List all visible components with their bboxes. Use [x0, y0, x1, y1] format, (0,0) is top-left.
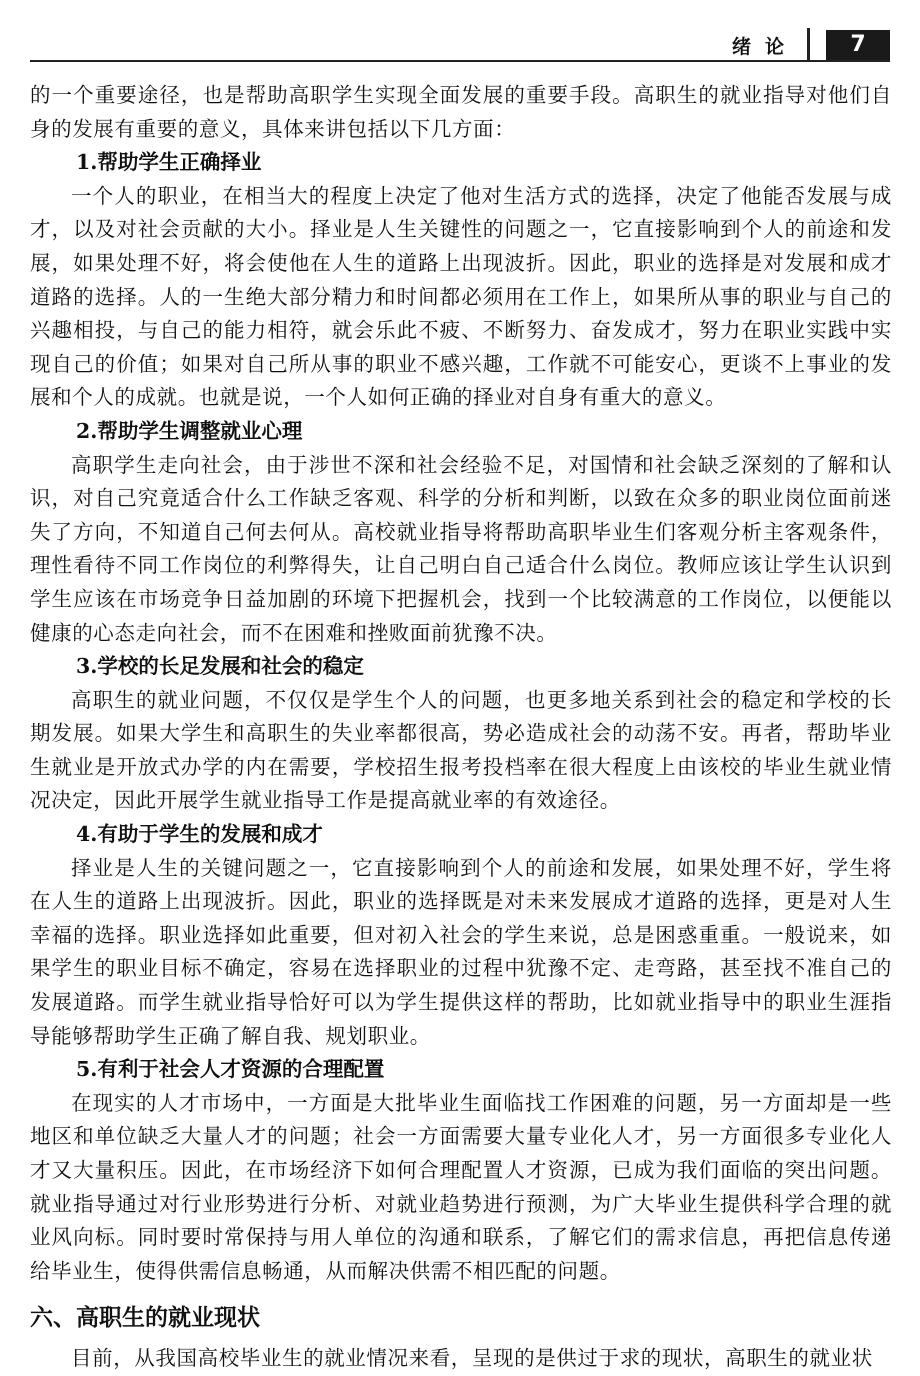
page-number: 7 [826, 30, 890, 60]
paragraph-4: 择业是人生的关键问题之一，它直接影响到个人的前途和发展，如果处理不好，学生将在人生的道路上出现波折。因此，职业的选择既是对未来发展成才道路的选择，更是对人生幸福的选择。职业选择如此重要，但对初入社会的学生来说，总是困惑重重。一般说来，如果学生的职业目标不确定，容易在选择职业的过程中犹豫不定、走弯路，甚至找不准自己的发展道路。而学生就业指导恰好可以为学生提供这样的帮助，比如就业指导中的职业生涯指导能够帮助学生正确了解自我、规划职业。 [30, 855, 892, 1048]
subheading-1: 1.帮助学生正确择业 [76, 150, 262, 175]
section-title: 六、高职生的就业现状 [30, 1305, 260, 1332]
intro-paragraph: 的一个重要途径，也是帮助高职学生实现全面发展的重要手段。高职生的就业指导对他们自身的发展有重要的意义，具体来讲包括以下几方面： [30, 83, 892, 141]
paragraph-2: 高职学生走向社会，由于涉世不深和社会经验不足，对国情和社会缺乏深刻的了解和认识，对自己究竟适合什么工作缺乏客观、科学的分析和判断，以致在众多的职业岗位面前迷失了方向，不知道自己何去何从。高校就业指导将帮助高职毕业生们客观分析主客观条件，理性看待不同工作岗位的利弊得失，让自己明白自己适合什么岗位。教师应该让学生认识到学生应该在市场竞争日益加剧的环境下把握机会，找到一个比较满意的工作岗位，以便能以健康的心态走向社会，而不在困难和挫败面前犹豫不决。 [30, 452, 892, 645]
chapter-title: 绪论 [731, 36, 798, 58]
paragraph-5: 在现实的人才市场中，一方面是大批毕业生面临找工作困难的问题，另一方面却是一些地区和单位缺乏大量人才的问题；社会一方面需要大量专业化人才，另一方面很多专业化人才又大量积压。因此，在市场经济下如何合理配置人才资源，已成为我们面临的突出问题。就业指导通过对行业形势进行分析、对就业趋势进行预测，为广大毕业生提供科学合理的就业风向标。同时要时常保持与用人单位的沟通和联系，了解它们的需求信息，再把信息传递给毕业生，使得供需信息畅通，从而解决供需不相匹配的问题。 [30, 1090, 892, 1283]
subheading-3: 3.学校的长足发展和社会的稳定 [76, 654, 364, 679]
running-header [30, 26, 890, 62]
subheading-5: 5.有利于社会人才资源的合理配置 [76, 1057, 385, 1082]
subheading-2: 2.帮助学生调整就业心理 [76, 418, 303, 443]
header-divider [807, 28, 810, 60]
page-body [30, 79, 892, 1376]
subheading-4: 4.有助于学生的发展和成才 [76, 822, 323, 847]
paragraph-3: 高职生的就业问题，不仅仅是学生个人的问题，也更多地关系到社会的稳定和学校的长期发展。如果大学生和高职生的失业率都很高，势必造成社会的动荡不安。再者，帮助毕业生就业是开放式办学的内在需要，学校招生报考投档率在很大程度上由该校的毕业生就业情况决定，因此开展学生就业指导工作是提高就业率的有效途径。 [30, 687, 892, 813]
paragraph-1: 一个人的职业，在相当大的程度上决定了他对生活方式的选择，决定了他能否发展与成才，以及对社会贡献的大小。择业是人生关键性的问题之一，它直接影响到个人的前途和发展，如果处理不好，将会使他在人生的道路上出现波折。因此，职业的选择是对发展和成才道路的选择。人的一生绝大部分精力和时间都必须用在工作上，如果所从事的职业与自己的兴趣相投，与自己的能力相符，就会乐此不疲、不断努力、奋发成才，努力在职业实践中实现自己的价值；如果对自己所从事的职业不感兴趣，工作就不可能安心，更谈不上事业的发展和个人的成就。也就是说，一个人如何正确的择业对自身有重大的意义。 [30, 183, 892, 410]
paragraph-6: 目前，从我国高校毕业生的就业情况来看，呈现的是供过于求的现状，高职生的就业状 [71, 1346, 873, 1371]
